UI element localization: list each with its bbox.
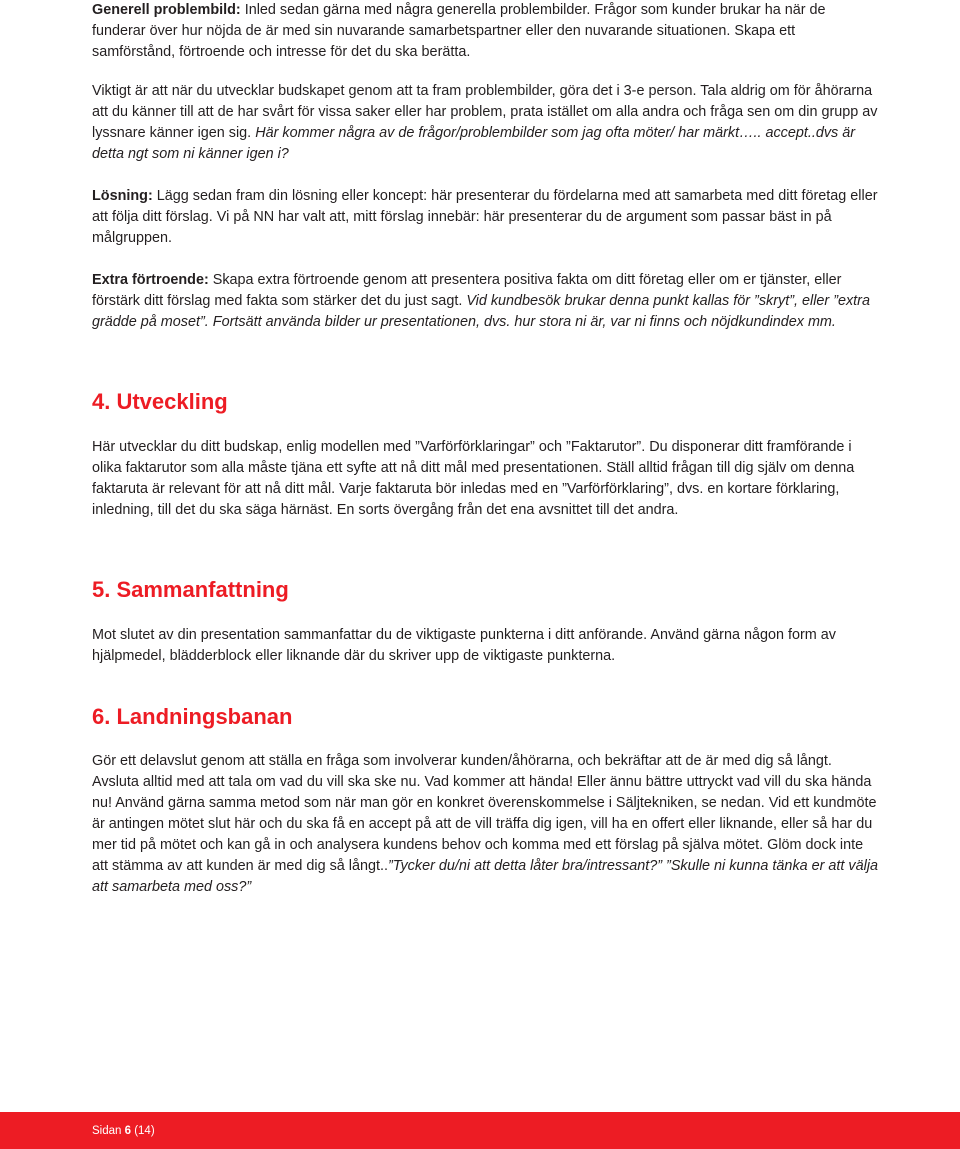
paragraph-landningsbanan <box>92 751 882 898</box>
page-number-prefix: Sidan <box>92 1125 125 1137</box>
page-number <box>92 1123 155 1139</box>
section-heading-landningsbanan: 6. Landningsbanan <box>92 704 293 729</box>
paragraph-text: Gör ett delavslut genom att ställa en fråga som involverar kunden/åhörarna, och bekräftar att de är med dig så långt. Avsluta alltid med att tala om vad du vill ska ske nu. Vad kommer att hända! Eller ännu bättre uttryckt vad vill du ska hända nu! Använd gärna samma metod som när man gör en konkret överenskommelse i Säljtekniken, se nedan. Vid ett kundmöte är antingen mötet slut här och du ska få en accept på att de vill träffa dig igen, vill ha en offert eller liknande, eller så har du mer tid på mötet och kan gå in och analysera kundens behov och komma med ett förslag på själva mötet. Glöm dock inte att stämma av att kunden är med dig så långt.. <box>92 753 877 874</box>
page-number-current: 6 <box>124 1125 132 1137</box>
paragraph-italic: Här kommer några av de frågor/problembilder som jag ofta möter/ har märkt….. accept..dvs är detta ngt som ni känner igen i? <box>92 125 856 162</box>
paragraph-viktigt <box>92 81 882 165</box>
paragraph-utveckling: Här utvecklar du ditt budskap, enlig modellen med ”Varförförklaringar” och ”Faktarutor”. Du disponerar ditt framförande i olika faktarutor som alla måste tjäna ett syfte att nå ditt mål med presentationen. Ställ alltid frågan till dig själv om denna faktaruta är relevant för att nå ditt mål. Varje faktaruta bör inledas med en ”Varförförklaring”, dvs. en kortare förklaring, inledning, till det du ska säga härnäst. En sorts övergång från det ena avsnittet till det andra. <box>92 439 855 518</box>
paragraph-label: Extra förtroende: <box>92 272 209 288</box>
paragraph-text: Inled sedan gärna med några generella problembilder. Frågor som kunder brukar ha när de funderar över hur nöjda de är med sin nuvarande samarbetspartner eller den nuvarande situationen. Skapa ett samförstånd, förtroende och intresse för det du ska berätta. <box>92 2 826 60</box>
paragraph-text: Skapa extra förtroende genom att presentera positiva fakta om ditt företag eller om er tjänster, eller förstärk ditt förslag med fakta som stärker det du just sagt. <box>92 272 842 309</box>
paragraph-label: Generell problembild: <box>92 2 241 18</box>
paragraph-extra-fortroende <box>92 270 882 333</box>
paragraph-text: Viktigt är att när du utvecklar budskapet genom att ta fram problembilder, göra det i 3-e person. Tala aldrig om för åhörarna att du känner till att de har svårt för vissa saker eller har problem, prata istället om alla andra och fråga sen om din grupp av lyssnare känner igen sig. <box>92 83 878 141</box>
section-heading-utveckling: 4. Utveckling <box>92 389 228 414</box>
page-number-total: (14) <box>131 1125 155 1137</box>
paragraph-italic: ”Tycker du/ni att detta låter bra/intressant?” ”Skulle ni kunna tänka er att välja att samarbeta med oss?” <box>92 858 879 895</box>
paragraph-label: Lösning: <box>92 188 153 204</box>
paragraph-italic: Vid kundbesök brukar denna punkt kallas för ”skryt”, eller ”extra grädde på moset”. Fortsätt använda bilder ur presentationen, dvs. hur stora ni är, var ni finns och nöjdkundindex mm. <box>92 293 870 330</box>
paragraph-losning <box>92 186 882 249</box>
section-heading-sammanfattning: 5. Sammanfattning <box>92 577 289 602</box>
paragraph-text: Lägg sedan fram din lösning eller koncept: här presenterar du fördelarna med att samarbeta med ditt företag eller att följa ditt förslag. Vi på NN har valt att, mitt förslag innebär: här presenterar du de argument som passar bäst in på målgruppen. <box>92 188 878 246</box>
paragraph-generell-problembild <box>92 0 882 63</box>
paragraph-sammanfattning: Mot slutet av din presentation sammanfattar du de viktigaste punkterna i ditt anförande. Använd gärna någon form av hjälpmedel, blädderblock eller liknande där du skriver upp de viktigaste punkterna. <box>92 627 836 664</box>
footer-bar <box>0 1112 960 1149</box>
